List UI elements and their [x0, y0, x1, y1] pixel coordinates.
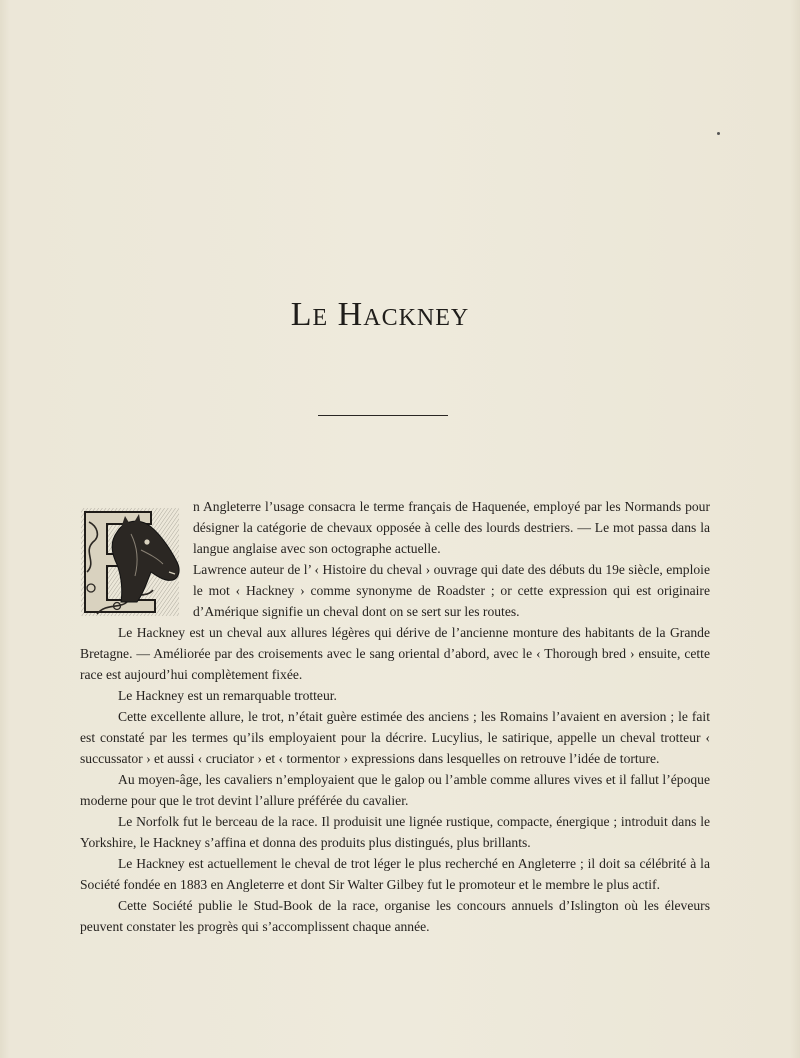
paragraph: Lawrence auteur de l’ ‹ Histoire du cheval › ouvrage qui date des débuts du 19e siècle, emploie le mot ‹ Hackney › comme synonyme de Roadster ; or cette expression qui est originaire d’Amérique signifie un cheval dont on se sert sur les routes. [193, 562, 710, 619]
paragraph: Cette Société publie le Stud-Book de la race, organise les concours annuels d’Islington où les éleveurs peuvent constater les progrès qui s’accomplissent chaque année. [80, 898, 710, 934]
paper-speck [717, 132, 720, 135]
paragraph: Le Hackney est un cheval aux allures légères qui dérive de l’ancienne monture des habitants de la Grande Bretagne. — Améliorée par des croisements avec le sang oriental d’abord, avec le ‹ Thorough bred › ensuite, cette race est aujourd’hui complètement fixée. [80, 625, 710, 682]
article-body [80, 496, 710, 937]
paragraph: Au moyen-âge, les cavaliers n’employaient que le galop ou l’amble comme allures vives et il fallut l’époque moderne pour que le trot devint l’allure préférée du cavalier. [80, 772, 710, 808]
paragraph: Le Hackney est un remarquable trotteur. [118, 688, 337, 703]
paragraph: n Angleterre l’usage consacra le terme français de Haquenée, employé par les Normands pour désigner la catégorie de chevaux opposée à celle des lourds destriers. — Le mot passa dans la langue anglaise avec son octographe actuelle. [193, 499, 710, 556]
title-divider [318, 415, 448, 416]
paragraph: Le Norfolk fut le berceau de la race. Il produisit une lignée rustique, compacte, énergique ; introduit dans le Yorkshire, le Hackney s’affina et donna des produits plus distingués, plus brillants. [80, 814, 710, 850]
horse-head-ornamental-initial-icon [77, 502, 185, 622]
page-title: Le Hackney [290, 296, 470, 333]
paragraph: Cette excellente allure, le trot, n’était guère estimée des anciens ; les Romains l’avaient en aversion ; le fait est constaté par les termes qu’ils employaient pour la décrire. Lucylius, le satirique, appelle un cheval trotteur ‹ succussator › et aussi ‹ cruciator › et ‹ tormentor › expressions dans lesquelles on retrouve l’idée de torture. [80, 709, 710, 766]
paragraph: Le Hackney est actuellement le cheval de trot léger le plus recherché en Angleterre ; il doit sa célébrité à la Société fondée en 1883 en Angleterre et dont Sir Walter Gilbey fut le promoteur et le membre le plus actif. [80, 856, 710, 892]
